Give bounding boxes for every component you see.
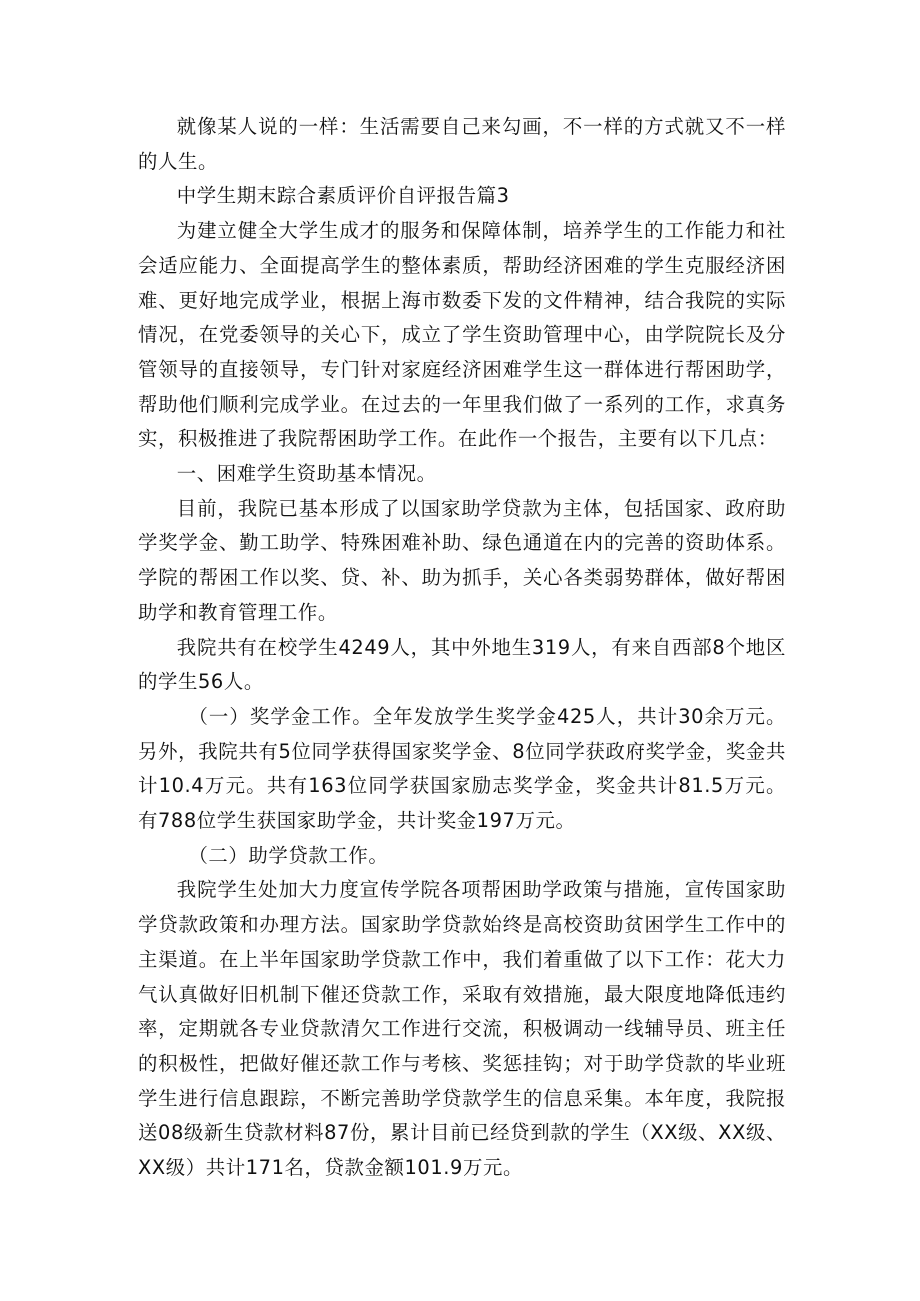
paragraph-purpose: 为建立健全大学生成才的服务和保障体制，培养学生的工作能力和社会适应能力、全面提高学生的整体素质，帮助经济困难的学生克服经济困难、更好地完成学业，根据上海市数委下发的文件精神，结合我院的实际情况，在党委领导的关心下，成立了学生资助管理中心，由学院院长及分管领导的直接领导，专门针对家庭经济困难学生这一群体进行帮困助学，帮助他们顺利完成学业。在过去的一年里我们做了一系列的工作，求真务实，积极推进了我院帮困助学工作。在此作一个报告，主要有以下几点： xyxy=(138,219,786,451)
document-body xyxy=(138,110,786,1186)
paragraph-intro: 就像某人说的一样：生活需要自己来勾画，不一样的方式就又不一样的人生。 xyxy=(138,115,786,173)
subheading-student-loans: （二）助学贷款工作。 xyxy=(188,843,389,867)
paragraph-aid-system: 目前，我院已基本形成了以国家助学贷款为主体，包括国家、政府助学奖学金、勤工助学、特殊困难补助、绿色通道在内的完善的资助体系。学院的帮困工作以奖、贷、补、助为抓手，关心各类弱势群体，做好帮困助学和教育管理工作。 xyxy=(138,496,786,624)
paragraph-scholarship: （一）奖学金工作。全年发放学生奖学金425人，共计30余万元。另外，我院共有5位同学获得国家奖学金、8位同学获政府奖学金，奖金共计10.4万元。共有163位同学获国家励志奖学金，奖金共计81.5万元。有788位学生获国家助学金，共计奖金197万元。 xyxy=(138,704,786,833)
paragraph-student-loans: 我院学生处加大力度宣传学院各项帮困助学政策与措施，宣传国家助学贷款政策和办理方法。国家助学贷款始终是高校资助贫困学生工作中的主渠道。在上半年国家助学贷款工作中，我们着重做了以下工作：花大力气认真做好旧机制下催还贷款工作，采取有效措施，最大限度地降低违约率，定期就各专业贷款清欠工作进行交流，积极调动一线辅导员、班主任的积极性，把做好催还款工作与考核、奖惩挂钩；对于助学贷款的毕业班学生进行信息跟踪，不断完善助学贷款学生的信息采集。本年度，我院报送08级新生贷款材料87份，累计目前已经贷到款的学生（XX级、XX级、XX级）共计171名，贷款金额101.9万元。 xyxy=(138,878,786,1180)
section-heading-basic-situation: 一、困难学生资助基本情况。 xyxy=(176,462,437,486)
section-title: 中学生期末踪合素质评价自评报告篇3 xyxy=(176,184,510,208)
paragraph-student-count: 我院共有在校学生4249人，其中外地生319人，有来自西部8个地区的学生56人。 xyxy=(138,635,786,694)
